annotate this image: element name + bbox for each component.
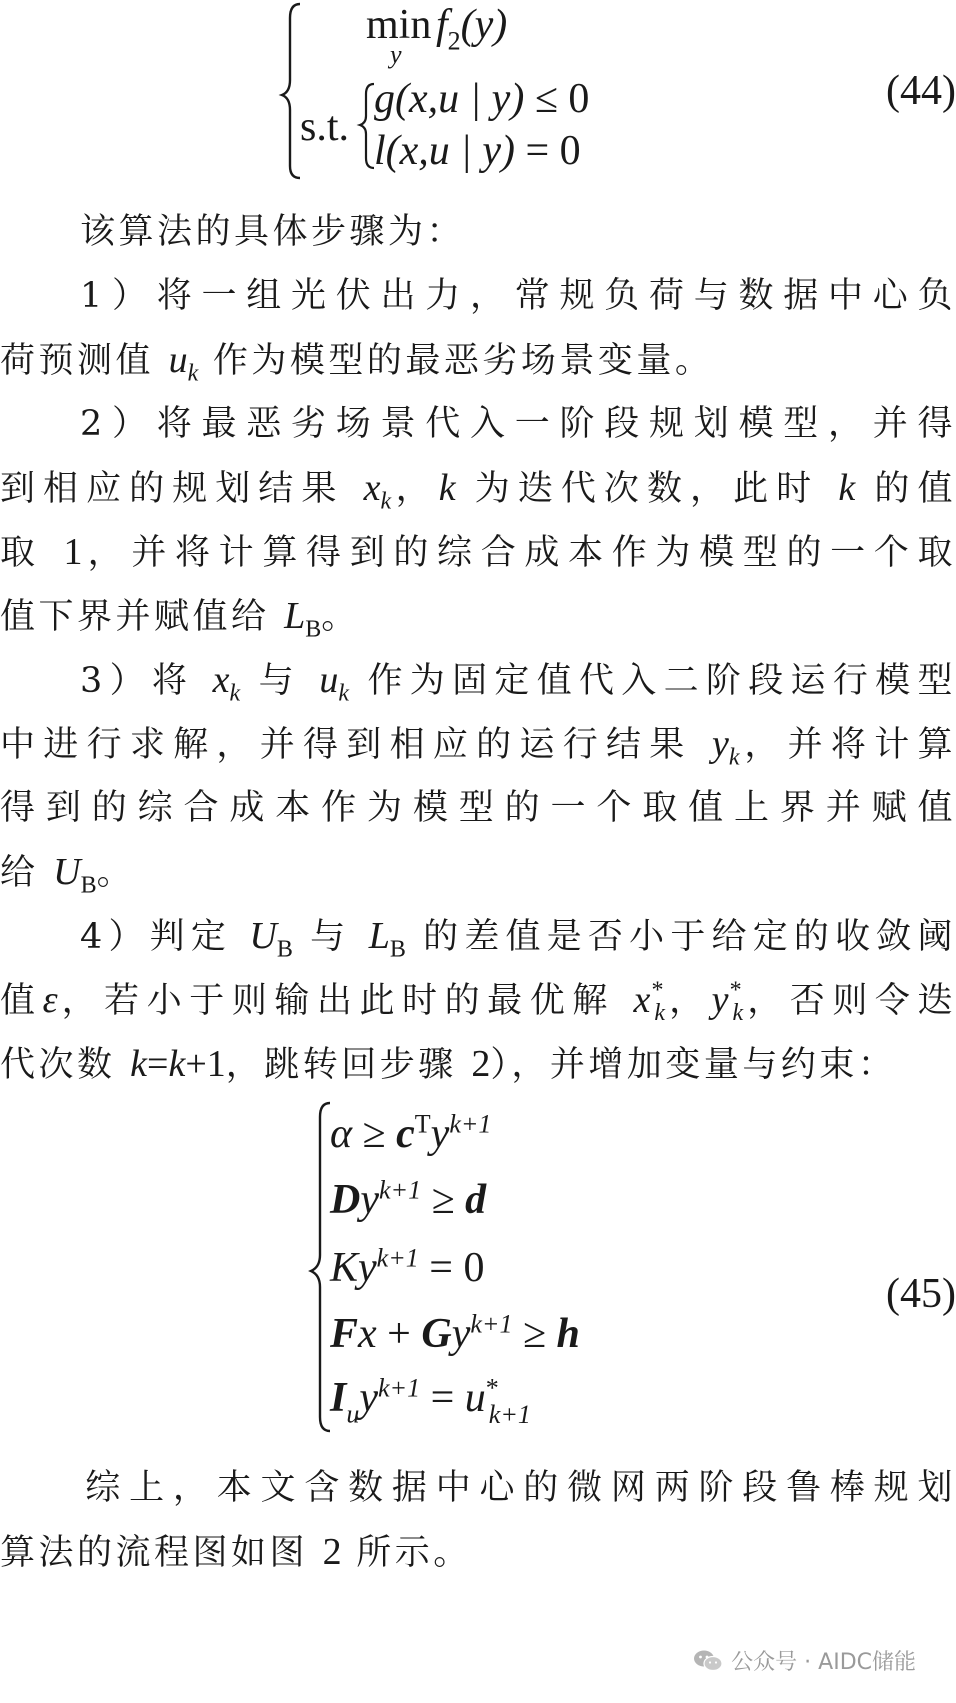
matrix-f: F	[330, 1311, 359, 1357]
matrix-i-subscript: u	[346, 1399, 360, 1429]
convergence-threshold-symbol: ε	[42, 979, 58, 1021]
step-4-text: 与	[292, 917, 369, 957]
step-2-text: 的值	[855, 469, 956, 509]
forecast-variable: $u_k$	[168, 339, 199, 387]
step-1-line-1: 1）将一组光伏出力，常规负荷与数据中心负	[80, 276, 956, 316]
step-4-text: 的差值是否小于给定的收敛阈	[405, 917, 956, 957]
lower-bound-symbol: $L_B$	[284, 595, 322, 643]
equals-sign: =	[147, 1043, 169, 1085]
step-4-text: 4）判定	[80, 917, 250, 957]
relation: = 0	[418, 1245, 485, 1291]
y-symbol: y	[358, 1245, 377, 1291]
step-3-text: 与	[240, 661, 320, 701]
equation-45	[0, 1095, 956, 1440]
alpha-symbol: α	[330, 1111, 353, 1157]
step-4-text: ，跳转回步骤	[225, 1045, 472, 1085]
step-3-paragraph	[0, 648, 956, 904]
step-4-text: 值	[0, 981, 43, 1021]
iteration-variable: k	[438, 467, 456, 509]
iteration-superscript: k+1	[449, 1109, 492, 1139]
comma: ，	[391, 469, 439, 509]
iteration-variable: k	[838, 467, 856, 509]
constraint-row-2	[330, 1175, 487, 1223]
constraint-row-4	[330, 1309, 580, 1357]
summary-text: 所示。	[341, 1533, 472, 1573]
equation-44	[0, 0, 956, 185]
relation: ≥	[421, 1177, 466, 1223]
planning-result-variable: $x_k$	[212, 659, 241, 707]
step-3-text: 中进行求解，并得到相应的运行结果	[0, 725, 713, 765]
lower-bound-symbol: $L_B$	[368, 915, 406, 963]
optimal-x-symbol: $x^*_k$	[633, 977, 666, 1027]
comma: ，	[665, 981, 712, 1021]
step-2-text: 为迭代次数，此时	[455, 469, 839, 509]
iteration-variable: k	[168, 1043, 186, 1085]
summary-text: 算法的流程图如图	[0, 1533, 323, 1573]
summary-paragraph	[0, 1456, 956, 1584]
vector-h: h	[556, 1311, 580, 1357]
iteration-superscript: k+1	[378, 1373, 421, 1403]
iteration-superscript: k+1	[470, 1309, 513, 1339]
constraint-equality-rhs: = 0	[525, 128, 581, 174]
constraint-row-1	[330, 1109, 492, 1157]
planning-result-variable: $x_k$	[363, 467, 392, 515]
step-4-text: ，若小于则输出此时的最优解	[57, 981, 634, 1021]
step-4-text: 代次数	[0, 1045, 131, 1085]
summary-line-1: 综上，本文含数据中心的微网两阶段鲁棒规划	[80, 1468, 956, 1508]
min-variable: y	[390, 40, 402, 69]
transpose: T	[414, 1109, 431, 1139]
y-symbol: y	[360, 1177, 379, 1223]
step-4-text: ，否则令迭	[743, 981, 956, 1021]
step-2-text: 值下界并赋值给	[0, 597, 285, 637]
step-3-line-3: 得到的综合成本作为模型的一个取值上界并赋值	[0, 788, 956, 828]
forecast-variable: $u_k$	[319, 659, 350, 707]
y-symbol: y	[430, 1111, 450, 1157]
wechat-icon	[693, 1649, 723, 1673]
iteration-variable: k	[130, 1043, 148, 1085]
constraint-equality: l(x,u | y)	[374, 128, 515, 174]
step-2-text: ，并将计算得到的综合成本作为模型的一个取	[82, 533, 956, 573]
watermark-text: 公众号 · AIDC储能	[731, 1650, 916, 1675]
vector-d: d	[465, 1177, 487, 1223]
upper-bound-symbol: $U_B$	[249, 915, 293, 963]
subject-to-label: s.t.	[300, 104, 350, 150]
u-subscript: k+1	[488, 1399, 531, 1429]
iteration-superscript: k+1	[376, 1243, 419, 1273]
step-4-paragraph	[0, 904, 956, 1096]
constraint-inequality-rhs: ≤ 0	[534, 76, 590, 122]
optimal-y-symbol: $y^*_k$	[711, 977, 744, 1027]
intro-text: 该算法的具体步骤为：	[80, 212, 466, 252]
optimal-star: *	[485, 1373, 499, 1403]
step-3-text-end: 。	[96, 853, 136, 893]
step-4-text: ），并增加变量与约束：	[490, 1045, 897, 1085]
min-operator: min	[366, 2, 432, 48]
step-reference: 2	[471, 1043, 491, 1085]
vector-c: c	[396, 1111, 415, 1157]
relation: =	[420, 1375, 465, 1421]
constraint-row-5	[330, 1373, 531, 1429]
operation-result-variable: $y_k$	[712, 723, 740, 771]
step-3-text: 3）将	[80, 661, 213, 701]
upper-bound-symbol: $U_B$	[53, 851, 97, 899]
intro-paragraph	[0, 200, 956, 264]
step-2-text: 到相应的规划结果	[0, 469, 364, 509]
objective-function: f	[436, 2, 448, 48]
constraint-row-3	[330, 1243, 485, 1291]
y-symbol: y	[451, 1311, 471, 1357]
matrix-k: K	[330, 1245, 359, 1291]
step-2-text: 取	[0, 533, 64, 573]
objective-subscript: 2	[447, 26, 461, 56]
step-2-paragraph	[0, 392, 956, 648]
y-symbol: y	[359, 1375, 379, 1421]
relation: ≥	[352, 1111, 397, 1157]
step-1-text-end: 作为模型的最恶劣场景变量。	[198, 341, 714, 381]
equation-number-44: (44)	[886, 68, 956, 114]
iteration-initial-value: 1	[63, 531, 83, 573]
objective-argument: (y)	[460, 2, 508, 48]
step-1-paragraph	[0, 264, 956, 392]
relation: ≥	[512, 1311, 557, 1357]
step-3-text: 作为固定值代入二阶段运行模型	[349, 661, 956, 701]
step-1-text: 荷预测值	[0, 341, 169, 381]
iteration-superscript: k+1	[379, 1175, 422, 1205]
step-2-line-1: 2）将最恶劣场景代入一阶段规划模型，并得	[80, 404, 956, 444]
constraint-inequality: g(x,u | y)	[374, 76, 525, 122]
plus-sign: +	[376, 1311, 422, 1357]
matrix-g: G	[421, 1311, 452, 1357]
matrix-i: I	[330, 1375, 347, 1421]
u-symbol: u	[464, 1375, 486, 1421]
matrix-d: D	[330, 1177, 361, 1223]
step-3-text: 给	[0, 853, 54, 893]
step-3-text: ，并将计算	[739, 725, 956, 765]
figure-reference: 2	[322, 1531, 342, 1573]
watermark	[693, 1645, 916, 1676]
step-2-text-end: 。	[321, 597, 360, 637]
equation-number-45: (45)	[886, 1271, 956, 1317]
increment: +1	[185, 1043, 226, 1085]
x-symbol: x	[358, 1311, 377, 1357]
